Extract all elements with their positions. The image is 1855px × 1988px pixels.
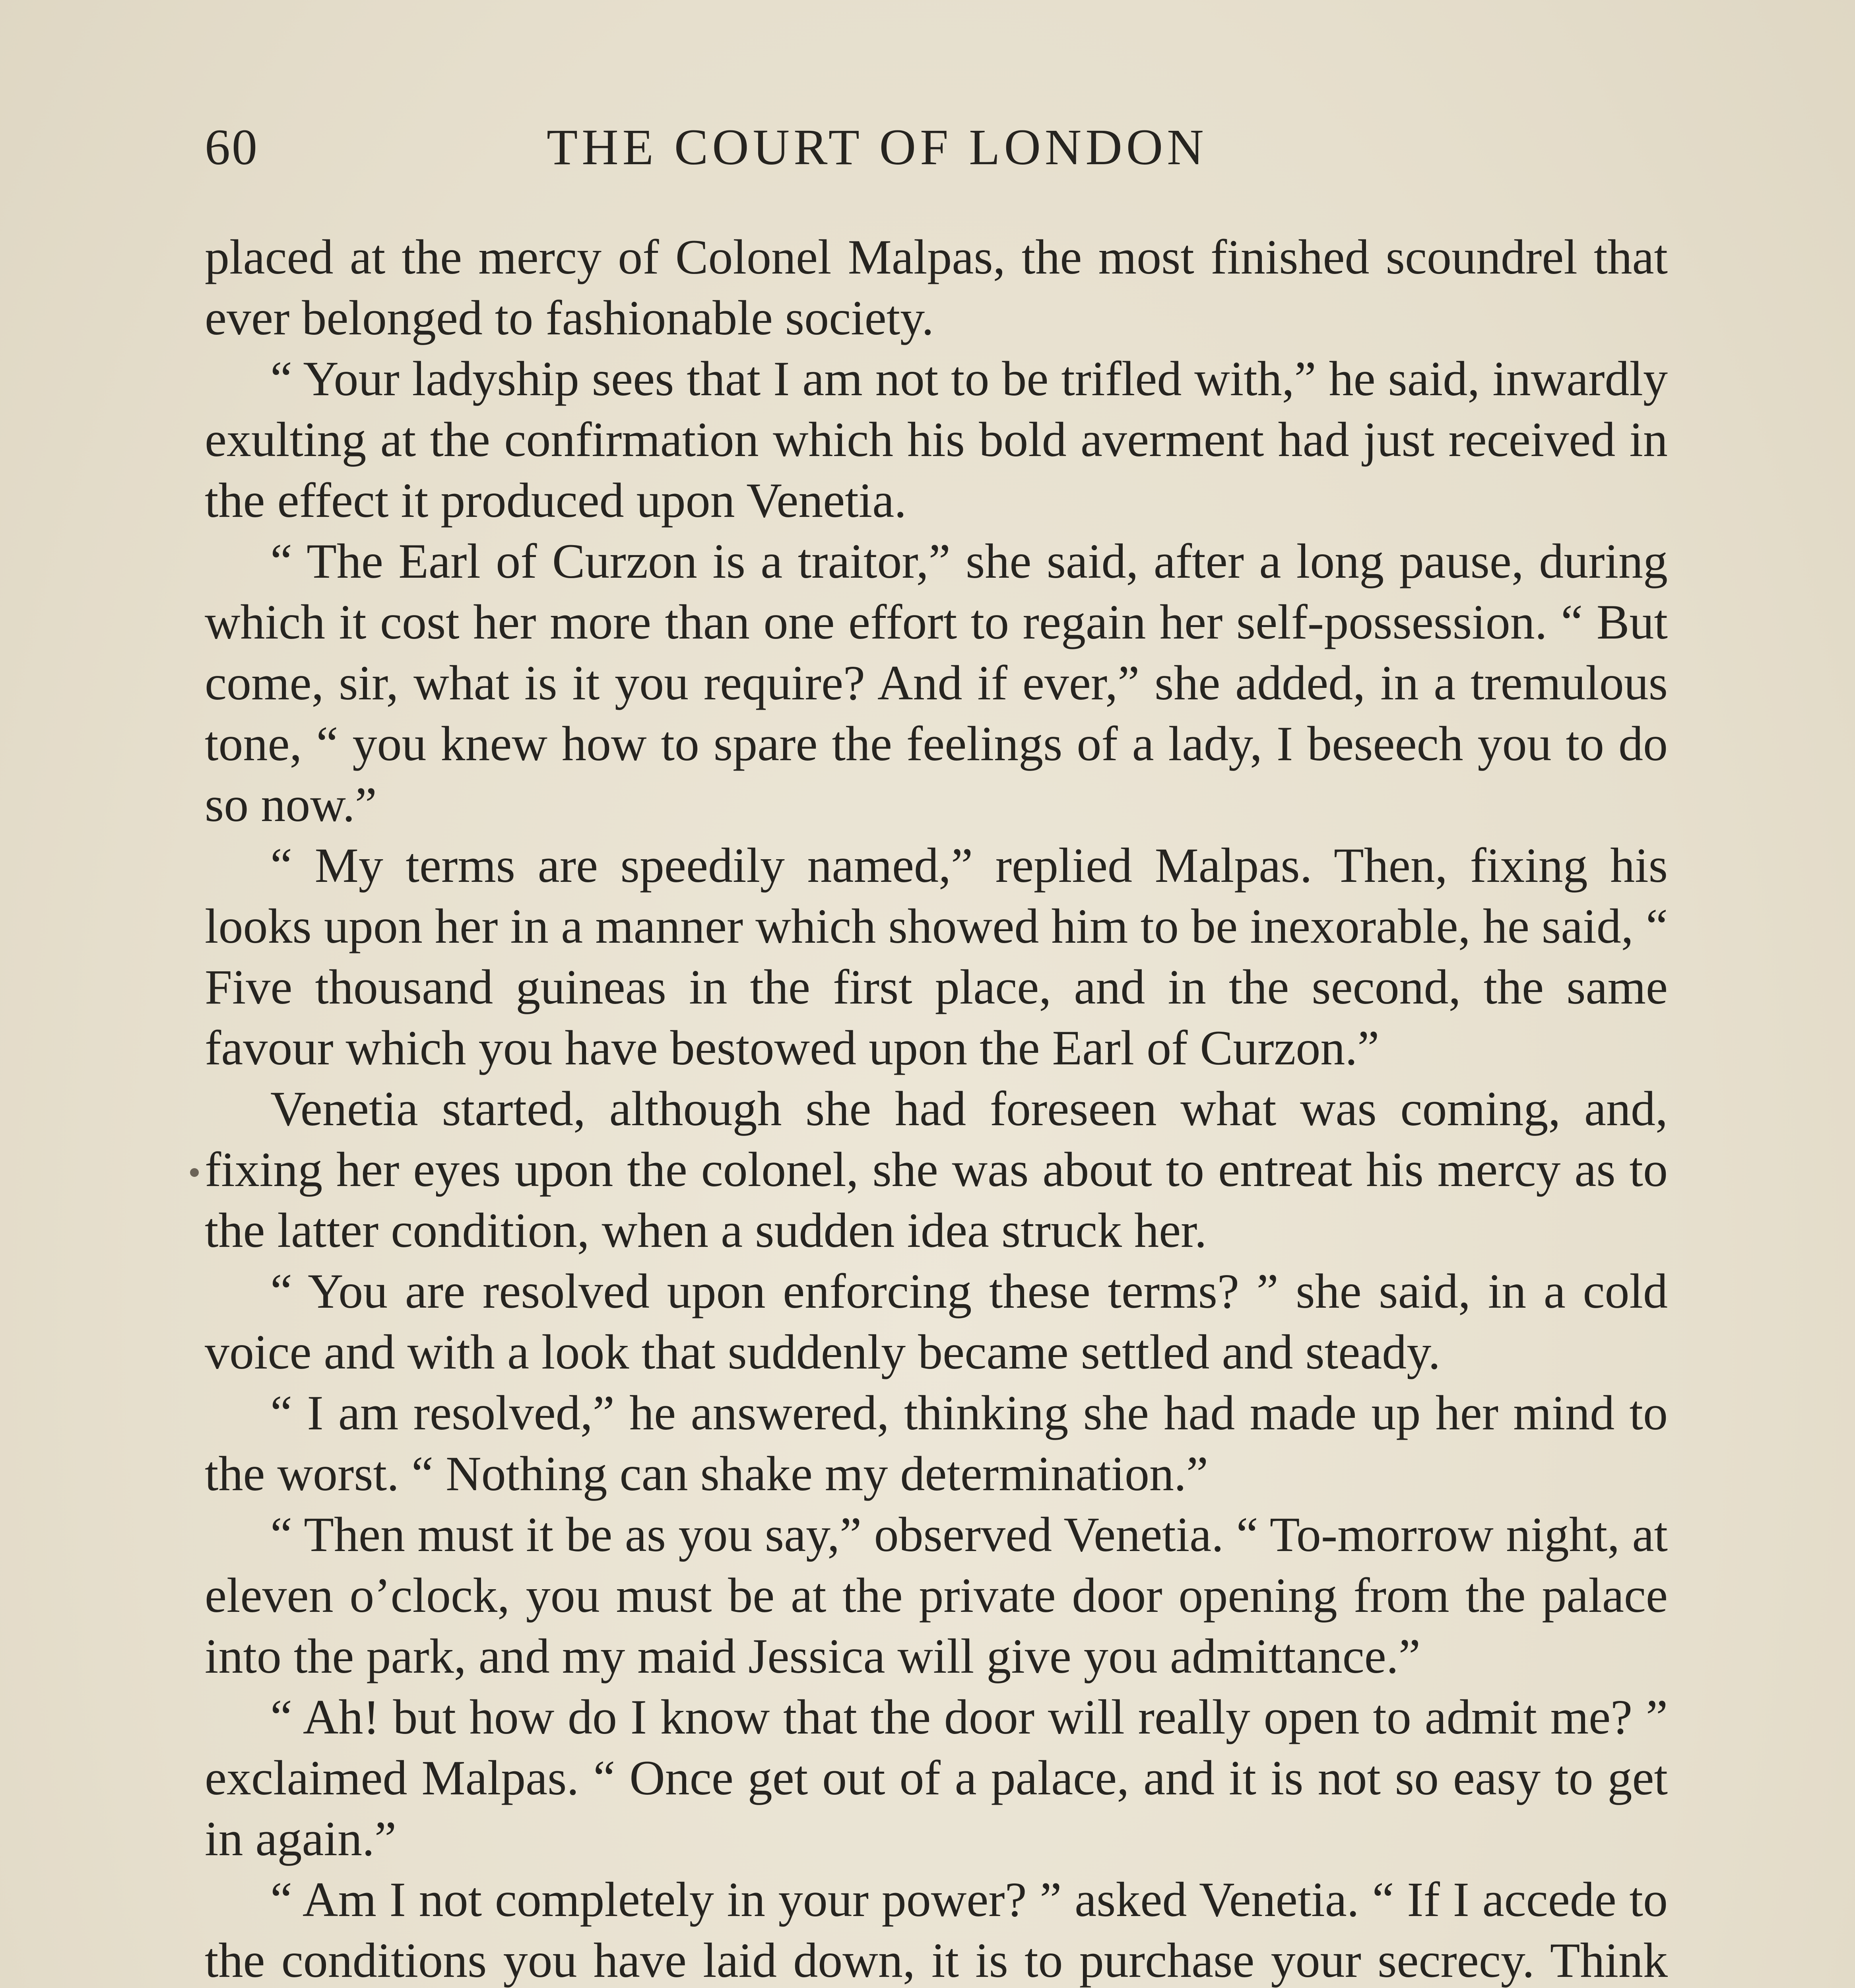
paragraph: “ The Earl of Curzon is a traitor,” she said, after a long pause, during which it cost her more than one effort to regain her self-possession. “ But come, sir, what is it you require? And if ever,” she added, in a tremulous tone, “ you knew how to spare the feelings of a lady, I beseech you to do so now.” (205, 534, 1668, 832)
paragraph: “ Am I not completely in your power? ” asked Venetia. “ If I accede to the conditions you have laid down, it is to purchase your secrecy. Think (205, 1872, 1668, 1988)
running-title: THE COURT OF LONDON (547, 119, 1208, 175)
paragraph: “ I am resolved,” he answered, thinking she had made up her mind to the worst. “ Nothing can shake my determination.” (205, 1386, 1668, 1501)
paragraph: “ My terms are speedily named,” replied Malpas. Then, fixing his looks upon her in a manner which showed him to be inexorable, he said, “ Five thousand guineas in the first place, and in the second, the same favour which you have bestowed upon the Earl of Curzon.” (205, 838, 1668, 1075)
margin-mark (190, 1168, 199, 1177)
paragraph: “ Your ladyship sees that I am not to be trifled with,” he said, inwardly exulting at the confirmation which his bold averment had just received in the effect it produced upon Venetia. (205, 351, 1668, 528)
body-text (205, 227, 1668, 1988)
paragraph: “ You are resolved upon enforcing these terms? ” she said, in a cold voice and with a look that suddenly became settled and steady. (205, 1264, 1668, 1379)
paragraph: “ Then must it be as you say,” observed Venetia. “ To-morrow night, at eleven o’clock, you must be at the private door opening from the palace into the park, and my maid Jessica will give you admittance.” (205, 1507, 1668, 1683)
paragraph: “ Ah! but how do I know that the door will really open to admit me? ” exclaimed Malpas. “ Once get out of a palace, and it is not so easy to get in again.” (205, 1690, 1668, 1866)
paragraph: placed at the mercy of Colonel Malpas, the most finished scoundrel that ever belonged to fashionable society. (205, 230, 1668, 345)
page-number: 60 (205, 119, 259, 175)
paragraph: Venetia started, although she had foreseen what was coming, and, fixing her eyes upon the colonel, she was about to entreat his mercy as to the latter condition, when a sudden idea struck her. (205, 1081, 1668, 1258)
page-header (205, 111, 1668, 183)
